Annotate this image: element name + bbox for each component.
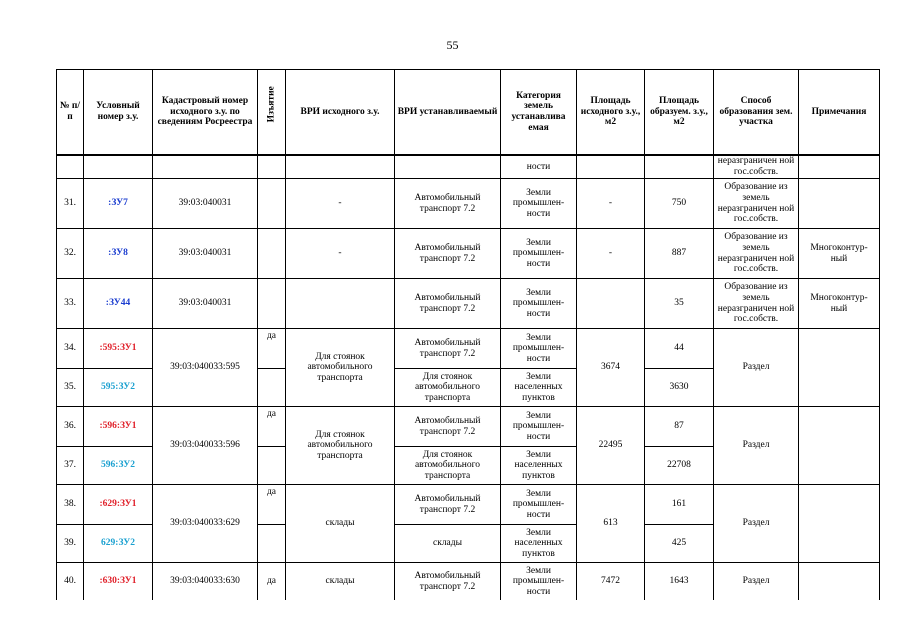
cell-empty <box>258 229 286 279</box>
cell-category: Земли населенных пунктов <box>501 369 577 407</box>
cell-method: Раздел <box>714 563 799 601</box>
cell-empty <box>799 155 880 179</box>
cell-method: Образование из земель неразграничен ной гос.собств. <box>714 279 799 329</box>
cell-vri-new: Автомобильный транспорт 7.2 <box>395 179 501 229</box>
cell-vri-new: Для стоянок автомобильного транспорта <box>395 447 501 485</box>
seizure-label: Изъятие <box>266 85 277 122</box>
cell-area-new: 425 <box>645 525 714 563</box>
cell-method: Раздел <box>714 329 799 407</box>
cell-empty <box>395 155 501 179</box>
col-header-area-new: Площадь образуем. з.у., м2 <box>645 70 714 156</box>
cell-area-new: 161 <box>645 485 714 525</box>
cell-empty <box>258 155 286 179</box>
col-header-cond: Условный номер з.у. <box>84 70 153 156</box>
cell-empty <box>153 155 258 179</box>
cell-vri-src: Для стоянок автомобильного транспорта <box>286 407 395 485</box>
cell-category: Земли промышлен- ности <box>501 563 577 601</box>
cell-vri-new: Автомобильный транспорт 7.2 <box>395 329 501 369</box>
cell-empty <box>84 155 153 179</box>
cell-category: Земли промышлен- ности <box>501 407 577 447</box>
cell-area-src: 22495 <box>577 407 645 485</box>
cell-area-src: 3674 <box>577 329 645 407</box>
cell-cad: 39:03:040031 <box>153 179 258 229</box>
table-row <box>57 485 880 525</box>
cell-area-src: - <box>577 229 645 279</box>
cell-category: Земли населенных пунктов <box>501 525 577 563</box>
cell-cond: :ЗУ8 <box>84 229 153 279</box>
cell-cad: 39:03:040033:596 <box>153 407 258 485</box>
cell-cad: 39:03:040033:629 <box>153 485 258 563</box>
cell-method: Образование из земель неразграничен ной гос.собств. <box>714 179 799 229</box>
cell-num: 37. <box>57 447 84 485</box>
cell-seizure: да <box>258 563 286 601</box>
cell-empty <box>258 447 286 485</box>
table-row <box>57 563 880 601</box>
cell-num: 36. <box>57 407 84 447</box>
cell-category: Земли промышлен- ности <box>501 279 577 329</box>
cell-cad: 39:03:040033:630 <box>153 563 258 601</box>
cell-num: 34. <box>57 329 84 369</box>
cell-num: 32. <box>57 229 84 279</box>
cell-cond: :595:ЗУ1 <box>84 329 153 369</box>
cell-cond: 629:ЗУ2 <box>84 525 153 563</box>
header-row <box>57 70 880 156</box>
cell-category: Земли населенных пунктов <box>501 447 577 485</box>
cell-vri-new: Автомобильный транспорт 7.2 <box>395 279 501 329</box>
cell-cond: :629:ЗУ1 <box>84 485 153 525</box>
col-header-category: Категория земель устанавлива емая <box>501 70 577 156</box>
cell-vri-new: склады <box>395 525 501 563</box>
cell-cad: 39:03:040031 <box>153 279 258 329</box>
cell-area-new: 750 <box>645 179 714 229</box>
cell-num: 31. <box>57 179 84 229</box>
cell-num: 38. <box>57 485 84 525</box>
cell-cond: :630:ЗУ1 <box>84 563 153 601</box>
cell-empty <box>799 329 880 407</box>
table-row <box>57 179 880 229</box>
cell-cad: 39:03:040033:595 <box>153 329 258 407</box>
col-header-vri-new: ВРИ устанавливаемый <box>395 70 501 156</box>
cell-method: неразграничен ной гос.собств. <box>714 155 799 179</box>
cell-cond: 595:ЗУ2 <box>84 369 153 407</box>
page-number: 55 <box>446 38 459 52</box>
cell-num: 35. <box>57 369 84 407</box>
cell-area-new: 87 <box>645 407 714 447</box>
cell-vri-src: склады <box>286 563 395 601</box>
cell-category: Земли промышлен- ности <box>501 179 577 229</box>
cell-empty <box>577 279 645 329</box>
cell-num: 33. <box>57 279 84 329</box>
cell-vri-new: Автомобильный транспорт 7.2 <box>395 485 501 525</box>
cell-category: Земли промышлен- ности <box>501 229 577 279</box>
cell-empty <box>799 485 880 563</box>
cell-area-src: 7472 <box>577 563 645 601</box>
cell-area-new: 44 <box>645 329 714 369</box>
cell-seizure: да <box>258 485 286 525</box>
cell-cond: :596:ЗУ1 <box>84 407 153 447</box>
col-header-notes: Примечания <box>799 70 880 156</box>
cell-vri-new: Для стоянок автомобильного транспорта <box>395 369 501 407</box>
cell-vri-new: Автомобильный транспорт 7.2 <box>395 407 501 447</box>
cell-area-new: 1643 <box>645 563 714 601</box>
cell-empty <box>258 525 286 563</box>
table-row <box>57 229 880 279</box>
col-header-method: Способ образования зем. участка <box>714 70 799 156</box>
table-row <box>57 279 880 329</box>
cell-empty <box>258 179 286 229</box>
cell-notes: Многоконтур- ный <box>799 279 880 329</box>
cell-empty <box>258 279 286 329</box>
cell-empty <box>799 407 880 485</box>
col-header-cad: Кадастровый номер исходного з.у. по сведениям Росреестра <box>153 70 258 156</box>
cell-area-src: 613 <box>577 485 645 563</box>
cell-area-src: - <box>577 179 645 229</box>
cell-num: 40. <box>57 563 84 601</box>
cell-vri-src: - <box>286 179 395 229</box>
cell-empty <box>57 155 84 179</box>
cell-empty <box>799 563 880 601</box>
cell-method: Раздел <box>714 407 799 485</box>
cell-category: Земли промышлен- ности <box>501 485 577 525</box>
cell-area-new: 3630 <box>645 369 714 407</box>
cell-vri-src: - <box>286 229 395 279</box>
table-row <box>57 329 880 369</box>
col-header-num: № п/п <box>57 70 84 156</box>
cell-area-new: 35 <box>645 279 714 329</box>
cell-seizure: да <box>258 407 286 447</box>
col-header-vri-src: ВРИ исходного з.у. <box>286 70 395 156</box>
cell-empty <box>286 279 395 329</box>
cell-empty <box>258 369 286 407</box>
cell-category: Земли промышлен- ности <box>501 329 577 369</box>
cell-empty <box>799 179 880 229</box>
cell-cond: 596:ЗУ2 <box>84 447 153 485</box>
cell-area-new: 22708 <box>645 447 714 485</box>
cell-empty <box>286 155 395 179</box>
cell-category: ности <box>501 155 577 179</box>
cell-cond: :ЗУ44 <box>84 279 153 329</box>
col-header-seizure <box>258 70 286 156</box>
cell-empty <box>645 155 714 179</box>
cell-seizure: да <box>258 329 286 369</box>
col-header-area-src: Площадь исходного з.у., м2 <box>577 70 645 156</box>
cell-empty <box>577 155 645 179</box>
cell-vri-src: склады <box>286 485 395 563</box>
cell-vri-new: Автомобильный транспорт 7.2 <box>395 563 501 601</box>
cell-method: Образование из земель неразграничен ной гос.собств. <box>714 229 799 279</box>
cell-notes: Многоконтур- ный <box>799 229 880 279</box>
cell-area-new: 887 <box>645 229 714 279</box>
cell-vri-new: Автомобильный транспорт 7.2 <box>395 229 501 279</box>
cell-vri-src: Для стоянок автомобильного транспорта <box>286 329 395 407</box>
cell-method: Раздел <box>714 485 799 563</box>
cell-cad: 39:03:040031 <box>153 229 258 279</box>
cell-num: 39. <box>57 525 84 563</box>
table-row <box>57 407 880 447</box>
table-row <box>57 155 880 179</box>
land-plots-table <box>56 69 880 600</box>
cell-cond: :ЗУ7 <box>84 179 153 229</box>
